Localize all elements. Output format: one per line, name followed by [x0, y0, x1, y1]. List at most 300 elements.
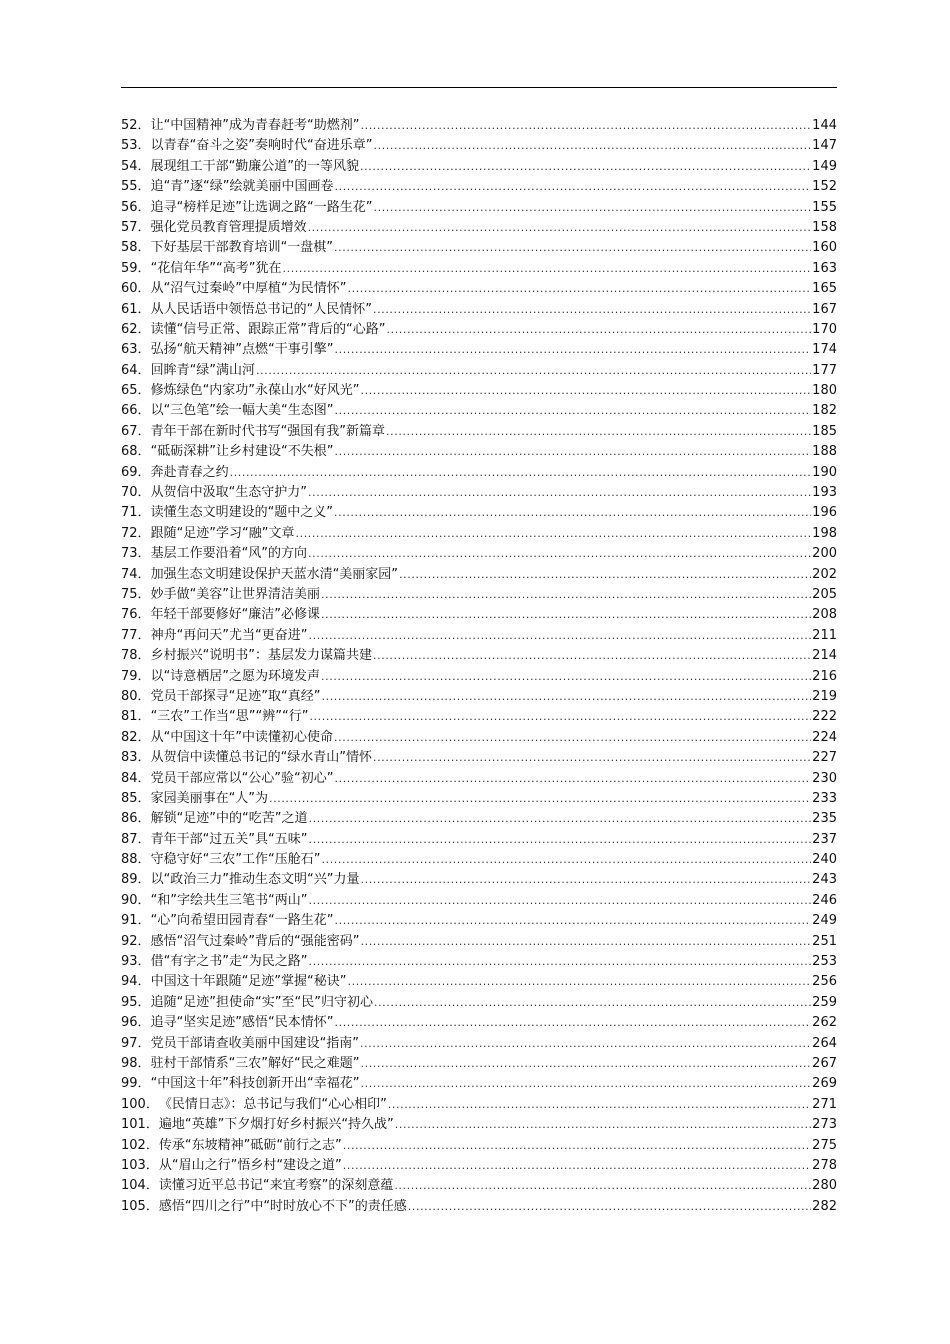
toc-dot-leader: [296, 524, 812, 544]
toc-entry[interactable]: [121, 1176, 837, 1196]
toc-entry-number: 89: [121, 872, 138, 888]
toc-dot-leader: [343, 1136, 811, 1156]
toc-entry-page-number: 177: [812, 362, 837, 378]
toc-entry-number: 83: [121, 750, 138, 766]
toc-entry-page-number: 237: [812, 831, 837, 847]
toc-dot-leader: [360, 1034, 811, 1054]
toc-entry-title: 让“中国精神”成为青春赶考“助燃剂”: [150, 118, 360, 133]
toc-entry-title: 感悟“沼气过秦岭”背后的“强能密码”: [150, 933, 360, 949]
toc-entry-title: 以“三色笔”绘一幅大美“生态图”: [150, 403, 334, 419]
toc-entry[interactable]: [121, 1115, 837, 1135]
header-rule: [121, 87, 837, 88]
toc-entry-page-number: 222: [812, 709, 837, 725]
toc-entry-number: 64: [121, 362, 138, 378]
toc-entry-separator: ．: [137, 954, 151, 970]
toc-entry-page-number: 211: [812, 627, 837, 643]
toc-entry-number: 84: [121, 770, 138, 786]
toc-entry-title: 从贺信中汲取“生态守护力”: [150, 485, 308, 501]
toc-entry[interactable]: [121, 565, 837, 585]
toc-entry-separator: ．: [145, 1096, 159, 1112]
toc-entry-title: 神舟“再问天”尤当“更奋进”: [150, 627, 308, 643]
toc-entry-page-number: 193: [812, 485, 837, 501]
toc-entry[interactable]: [121, 340, 837, 360]
toc-entry-title: 党员干部应常以“公心”验“初心”: [150, 770, 334, 786]
toc-entry-title: 追随“足迹”担使命“实”至“民”归守初心: [150, 994, 373, 1010]
toc-entry-number: 100: [121, 1096, 146, 1112]
toc-entry[interactable]: [121, 932, 837, 952]
toc-entry-title: 感悟“四川之行”中“时时放心不下”的责任感: [158, 1198, 407, 1214]
toc-entry-separator: ．: [137, 362, 151, 378]
toc-entry-page-number: 253: [812, 954, 837, 970]
toc-entry-separator: ．: [137, 301, 151, 317]
toc-entry-number: 53: [121, 138, 138, 154]
toc-entry-separator: ．: [137, 750, 151, 766]
toc-entry-separator: ．: [137, 648, 151, 664]
toc-entry-number: 56: [121, 199, 138, 215]
toc-dot-leader: [309, 707, 811, 727]
toc-entry[interactable]: [121, 667, 837, 687]
toc-entry-number: 59: [121, 260, 138, 276]
toc-dot-leader: [309, 809, 812, 829]
toc-entry-page-number: 147: [812, 138, 837, 154]
toc-entry-separator: ．: [137, 240, 151, 256]
toc-entry[interactable]: [121, 1074, 837, 1094]
toc-entry-number: 67: [121, 423, 138, 439]
toc-entry-separator: ．: [137, 1015, 151, 1031]
toc-entry-page-number: 219: [812, 688, 837, 704]
toc-entry[interactable]: [121, 1156, 837, 1176]
toc-entry-title: 下好基层干部教育培训“一盘棋”: [150, 240, 334, 256]
toc-entry-page-number: 144: [812, 118, 837, 133]
toc-entry-number: 77: [121, 627, 138, 643]
toc-entry-title: 传承“东坡精神”砥砺“前行之志”: [158, 1137, 342, 1153]
toc-entry-title: 解锁“足迹”中的“吃苦”之道: [150, 811, 308, 827]
toc-entry[interactable]: [121, 605, 837, 625]
toc-entry[interactable]: [121, 361, 837, 381]
toc-entry-separator: ．: [137, 892, 151, 908]
toc-entry[interactable]: [121, 401, 837, 421]
toc-entry[interactable]: [121, 748, 837, 768]
toc-entry-page-number: 224: [812, 729, 837, 745]
toc-entry-page-number: 227: [812, 750, 837, 766]
toc-entry-number: 93: [121, 954, 138, 970]
toc-entry-title: 加强生态文明建设保护天蓝水清“美丽家园”: [150, 566, 399, 582]
toc-entry-title: “三农”工作当“思”“辨”“行”: [150, 709, 309, 725]
toc-entry-number: 90: [121, 892, 138, 908]
toc-entry-title: 读懂习近平总书记“来宜考察”的深刻意蕴: [158, 1178, 394, 1194]
toc-entry-title: 读懂“信号正常、跟踪正常”背后的“心路”: [150, 321, 386, 337]
toc-dot-leader: [334, 503, 811, 523]
toc-entry-number: 63: [121, 342, 138, 358]
toc-dot-leader: [361, 1054, 812, 1074]
toc-entry-number: 103: [121, 1157, 146, 1173]
toc-entry-title: 从“中国这十年”中读懂初心使命: [150, 729, 334, 745]
toc-entry[interactable]: [121, 136, 837, 156]
toc-entry[interactable]: [121, 911, 837, 931]
toc-entry-page-number: 259: [812, 994, 837, 1010]
toc-dot-leader: [334, 238, 811, 258]
toc-dot-leader: [361, 932, 812, 952]
toc-entry-title: 从“眉山之行”悟乡村“建设之道”: [158, 1157, 342, 1173]
toc-entry[interactable]: [121, 157, 837, 177]
toc-entry-title: 以青春“奋斗之姿”奏响时代“奋进乐章”: [150, 138, 373, 154]
toc-entry-title: 从“沼气过秦岭”中厚植“为民情怀”: [150, 281, 347, 297]
toc-entry-separator: ．: [137, 566, 151, 582]
toc-entry-number: 99: [121, 1076, 138, 1092]
toc-dot-leader: [269, 789, 811, 809]
toc-entry[interactable]: [121, 850, 837, 870]
toc-entry-page-number: 233: [812, 790, 837, 806]
toc-entry[interactable]: [121, 626, 837, 646]
toc-entry[interactable]: [121, 993, 837, 1013]
toc-entry[interactable]: [121, 1136, 837, 1156]
toc-dot-leader: [335, 340, 812, 360]
toc-entry-title: 奔赴青春之约: [150, 464, 229, 480]
toc-entry-separator: ．: [145, 1117, 159, 1133]
toc-entry-number: 55: [121, 179, 138, 195]
toc-entry-separator: ．: [137, 872, 151, 888]
toc-dot-leader: [309, 626, 812, 646]
toc-entry-page-number: 240: [812, 852, 837, 868]
toc-entry[interactable]: [121, 320, 837, 340]
toc-entry-page-number: 196: [812, 505, 837, 521]
toc-entry-page-number: 174: [812, 342, 837, 358]
toc-entry[interactable]: [121, 1095, 837, 1115]
toc-entry[interactable]: [121, 1197, 837, 1217]
toc-entry-title: 读懂生态文明建设的“题中之义”: [150, 505, 334, 521]
toc-entry-number: 92: [121, 933, 138, 949]
toc-entry-number: 62: [121, 321, 138, 337]
toc-entry-page-number: 280: [812, 1178, 837, 1194]
toc-entry-page-number: 152: [812, 179, 837, 195]
toc-entry[interactable]: [121, 769, 837, 789]
toc-entry-number: 58: [121, 240, 138, 256]
toc-entry-number: 78: [121, 648, 138, 664]
toc-entry[interactable]: [121, 1034, 837, 1054]
toc-entry-separator: ．: [137, 770, 151, 786]
toc-entry-title: 家园美丽事在“人”为: [150, 790, 269, 806]
toc-entry-page-number: 198: [812, 525, 837, 541]
toc-entry-number: 85: [121, 790, 138, 806]
toc-entry[interactable]: [121, 259, 837, 279]
toc-entry-title: “中国这十年”科技创新开出“幸福花”: [150, 1076, 360, 1092]
toc-entry-separator: ．: [137, 688, 151, 704]
toc-entry-number: 69: [121, 464, 138, 480]
toc-dot-leader: [361, 116, 812, 136]
toc-entry-title: 妙手做“美容”让世界清洁美丽: [150, 586, 321, 602]
toc-entry-number: 65: [121, 383, 138, 399]
toc-entry-number: 66: [121, 403, 138, 419]
toc-entry-page-number: 163: [812, 260, 837, 276]
toc-entry-title: 回眸青“绿”满山河: [150, 362, 256, 378]
toc-entry-page-number: 188: [812, 444, 837, 460]
toc-dot-leader: [343, 1156, 811, 1176]
toc-dot-leader: [386, 422, 811, 442]
toc-entry-number: 73: [121, 546, 138, 562]
toc-entry-separator: ．: [137, 138, 151, 154]
toc-entry-number: 98: [121, 1055, 138, 1071]
toc-entry-page-number: 202: [812, 566, 837, 582]
toc-entry-page-number: 273: [812, 1117, 837, 1133]
toc-entry-page-number: 208: [812, 607, 837, 623]
toc-entry-title: 基层工作要沿着“风”的方向: [150, 546, 308, 562]
toc-dot-leader: [335, 442, 812, 462]
toc-entry-page-number: 278: [812, 1157, 837, 1173]
toc-entry-separator: ．: [137, 668, 151, 684]
toc-entry[interactable]: [121, 442, 837, 462]
toc-dot-leader: [395, 1115, 811, 1135]
toc-dot-leader: [335, 401, 812, 421]
toc-entry-separator: ．: [137, 709, 151, 725]
toc-entry[interactable]: [121, 870, 837, 890]
toc-entry-title: “和”字绘共生三笔书“两山”: [150, 892, 308, 908]
toc-entry-title: 强化党员教育管理提质增效: [150, 219, 307, 235]
toc-dot-leader: [388, 1095, 811, 1115]
toc-entry-separator: ．: [137, 199, 151, 215]
toc-entry-page-number: 262: [812, 1015, 837, 1031]
toc-dot-leader: [321, 585, 811, 605]
toc-entry-title: 修炼绿色“内家功”永葆山水“好风光”: [150, 383, 360, 399]
toc-entry[interactable]: [121, 463, 837, 483]
toc-entry-separator: ．: [137, 219, 151, 235]
toc-entry-number: 97: [121, 1035, 138, 1051]
toc-entry-title: 跟随“足迹”学习“融”文章: [150, 525, 295, 541]
toc-dot-leader: [360, 157, 811, 177]
toc-entry-page-number: 246: [812, 892, 837, 908]
toc-entry-page-number: 158: [812, 219, 837, 235]
toc-entry[interactable]: [121, 238, 837, 258]
toc-entry-number: 57: [121, 219, 138, 235]
toc-entry-separator: ．: [137, 342, 151, 358]
toc-entry-title: “砥砺深耕”让乡村建设“不失根”: [150, 444, 334, 460]
toc-entry-separator: ．: [137, 281, 151, 297]
toc-entry[interactable]: [121, 585, 837, 605]
toc-entry[interactable]: [121, 830, 837, 850]
toc-entry-separator: ．: [137, 852, 151, 868]
toc-entry-number: 74: [121, 566, 138, 582]
toc-entry-separator: ．: [137, 586, 151, 602]
toc-entry[interactable]: [121, 972, 837, 992]
toc-entry[interactable]: [121, 483, 837, 503]
toc-entry-page-number: 230: [812, 770, 837, 786]
toc-entry-title: 遍地“英雄”下夕烟打好乡村振兴“持久战”: [158, 1117, 394, 1133]
toc-entry-number: 94: [121, 974, 138, 990]
toc-entry-number: 81: [121, 709, 138, 725]
toc-entry-number: 60: [121, 281, 138, 297]
toc-dot-leader: [308, 483, 811, 503]
toc-dot-leader: [321, 605, 811, 625]
toc-entry[interactable]: [121, 809, 837, 829]
toc-entry-page-number: 282: [812, 1198, 837, 1214]
toc-entry-page-number: 267: [812, 1055, 837, 1071]
toc-dot-leader: [394, 1176, 811, 1196]
toc-entry-separator: ．: [137, 158, 151, 174]
toc-entry-number: 101: [121, 1117, 146, 1133]
toc-dot-leader: [335, 769, 812, 789]
toc-entry-separator: ．: [137, 811, 151, 827]
toc-entry-number: 54: [121, 158, 138, 174]
toc-entry-title: 乡村振兴“说明书”：基层发力谋篇共建: [150, 648, 373, 664]
toc-entry-number: 68: [121, 444, 138, 460]
toc-entry-title: 以“诗意栖居”之愿为环境发声: [150, 668, 321, 684]
toc-entry[interactable]: [121, 116, 837, 136]
toc-entry-number: 91: [121, 913, 138, 929]
toc-entry-number: 71: [121, 505, 138, 521]
toc-entry-title: 追寻“榜样足迹”让选调之路“一路生花”: [150, 199, 373, 215]
toc-entry-number: 76: [121, 607, 138, 623]
toc-entry[interactable]: [121, 1054, 837, 1074]
toc-entry-title: 驻村干部情系“三农”解好“民之难题”: [150, 1055, 360, 1071]
toc-dot-leader: [335, 1013, 812, 1033]
toc-entry-number: 102: [121, 1137, 146, 1153]
toc-entry-title: 从贺信中读懂总书记的“绿水青山”情怀: [150, 750, 373, 766]
toc-entry[interactable]: [121, 952, 837, 972]
toc-entry-separator: ．: [137, 525, 151, 541]
toc-entry-title: 展现组工干部“勤廉公道”的一等风貌: [150, 158, 360, 174]
toc-dot-leader: [322, 850, 812, 870]
toc-entry-page-number: 182: [812, 403, 837, 419]
toc-entry-separator: ．: [137, 118, 151, 133]
toc-entry[interactable]: [121, 381, 837, 401]
toc-entry-title: 以“政治三力”推动生态文明“兴”力量: [150, 872, 360, 888]
toc-dot-leader: [256, 361, 811, 381]
toc-entry-separator: ．: [145, 1178, 159, 1194]
toc-entry-number: 105: [121, 1198, 146, 1214]
toc-dot-leader: [230, 463, 812, 483]
toc-entry-number: 61: [121, 301, 138, 317]
toc-entry-separator: ．: [137, 444, 151, 460]
toc-entry-number: 75: [121, 586, 138, 602]
toc-dot-leader: [374, 198, 812, 218]
toc-entry-separator: ．: [137, 933, 151, 949]
toc-entry[interactable]: [121, 1013, 837, 1033]
toc-entry[interactable]: [121, 422, 837, 442]
toc-entry-number: 80: [121, 688, 138, 704]
toc-entry-separator: ．: [137, 1035, 151, 1051]
toc-entry-title: 弘扬“航天精神”点燃“干事引擎”: [150, 342, 334, 358]
toc-entry-title: 中国这十年跟随“足迹”掌握“秘诀”: [150, 974, 347, 990]
toc-dot-leader: [387, 320, 812, 340]
toc-entry-page-number: 185: [812, 423, 837, 439]
toc-dot-leader: [361, 870, 812, 890]
toc-entry[interactable]: [121, 177, 837, 197]
toc-entry[interactable]: [121, 707, 837, 727]
toc-entry-page-number: 149: [812, 158, 837, 174]
toc-entry-page-number: 160: [812, 240, 837, 256]
toc-entry-page-number: 264: [812, 1035, 837, 1051]
toc-entry-title: 年轻干部要修好“廉洁”必修课: [150, 607, 321, 623]
toc-entry[interactable]: [121, 728, 837, 748]
toc-entry-page-number: 200: [812, 546, 837, 562]
toc-entry-page-number: 275: [812, 1137, 837, 1153]
toc-entry-page-number: 214: [812, 648, 837, 664]
toc-entry-separator: ．: [145, 1198, 159, 1214]
toc-dot-leader: [361, 1074, 812, 1094]
toc-dot-leader: [308, 218, 812, 238]
table-of-contents: [121, 116, 837, 1217]
toc-entry[interactable]: [121, 503, 837, 523]
toc-dot-leader: [361, 381, 812, 401]
toc-entry-number: 79: [121, 668, 138, 684]
toc-dot-leader: [308, 544, 811, 564]
toc-entry-title: “心”向希望田园青春“一路生花”: [150, 913, 334, 929]
toc-entry-number: 86: [121, 811, 138, 827]
toc-dot-leader: [309, 891, 812, 911]
toc-entry[interactable]: [121, 279, 837, 299]
toc-entry-page-number: 180: [812, 383, 837, 399]
toc-dot-leader: [309, 830, 812, 850]
toc-entry-page-number: 167: [812, 301, 837, 317]
toc-entry[interactable]: [121, 300, 837, 320]
toc-entry-separator: ．: [145, 1157, 159, 1173]
toc-dot-leader: [374, 136, 812, 156]
toc-entry-separator: ．: [137, 485, 151, 501]
toc-entry-page-number: 251: [812, 933, 837, 949]
toc-entry-separator: ．: [137, 831, 151, 847]
toc-entry-title: 党员干部请查收美丽中国建设“指南”: [150, 1035, 360, 1051]
toc-entry-title: 借“有字之书”走“为民之路”: [150, 954, 308, 970]
toc-entry-separator: ．: [137, 260, 151, 276]
toc-entry-page-number: 155: [812, 199, 837, 215]
toc-entry-title: 追寻“坚实足迹”感悟“民本情怀”: [150, 1015, 334, 1031]
toc-entry[interactable]: [121, 544, 837, 564]
toc-entry-title: 从人民话语中领悟总书记的“人民情怀”: [150, 301, 373, 317]
toc-entry[interactable]: [121, 198, 837, 218]
toc-entry-separator: ．: [137, 179, 151, 195]
toc-dot-leader: [374, 993, 811, 1013]
toc-entry-separator: ．: [137, 383, 151, 399]
toc-entry-page-number: 205: [812, 586, 837, 602]
toc-dot-leader: [335, 177, 812, 197]
toc-dot-leader: [334, 728, 811, 748]
toc-entry-page-number: 249: [812, 913, 837, 929]
toc-entry-page-number: 216: [812, 668, 837, 684]
toc-entry-title: 追“青”逐“绿”绘就美丽中国画卷: [150, 179, 334, 195]
toc-dot-leader: [348, 279, 812, 299]
toc-entry-number: 82: [121, 729, 138, 745]
toc-entry-page-number: 235: [812, 811, 837, 827]
toc-entry-page-number: 170: [812, 321, 837, 337]
toc-entry-separator: ．: [137, 790, 151, 806]
toc-entry[interactable]: [121, 789, 837, 809]
toc-entry[interactable]: [121, 524, 837, 544]
toc-entry-separator: ．: [137, 729, 151, 745]
toc-entry-page-number: 271: [812, 1096, 837, 1112]
toc-entry-title: 青年干部“过五关”具“五味”: [150, 831, 308, 847]
toc-entry-title: 青年干部在新时代书写“强国有我”新篇章: [150, 423, 386, 439]
toc-entry-number: 96: [121, 1015, 138, 1031]
toc-entry-title: “花信年华”“高考”犹在: [150, 260, 282, 276]
toc-entry-page-number: 269: [812, 1076, 837, 1092]
toc-entry[interactable]: [121, 646, 837, 666]
toc-entry-number: 72: [121, 525, 138, 541]
toc-dot-leader: [373, 300, 811, 320]
toc-dot-leader: [335, 911, 812, 931]
toc-entry-separator: ．: [137, 994, 151, 1010]
toc-dot-leader: [348, 972, 812, 992]
toc-entry-title: 守稳守好“三农”工作“压舱石”: [150, 852, 321, 868]
toc-entry-separator: ．: [137, 1076, 151, 1092]
toc-entry-page-number: 256: [812, 974, 837, 990]
toc-entry[interactable]: [121, 687, 837, 707]
toc-entry-separator: ．: [137, 546, 151, 562]
toc-dot-leader: [309, 952, 812, 972]
toc-entry-separator: ．: [137, 321, 151, 337]
toc-entry[interactable]: [121, 218, 837, 238]
toc-entry[interactable]: [121, 891, 837, 911]
toc-entry-title: 《民情日志》：总书记与我们“心心相印”: [158, 1096, 387, 1112]
toc-dot-leader: [283, 259, 812, 279]
